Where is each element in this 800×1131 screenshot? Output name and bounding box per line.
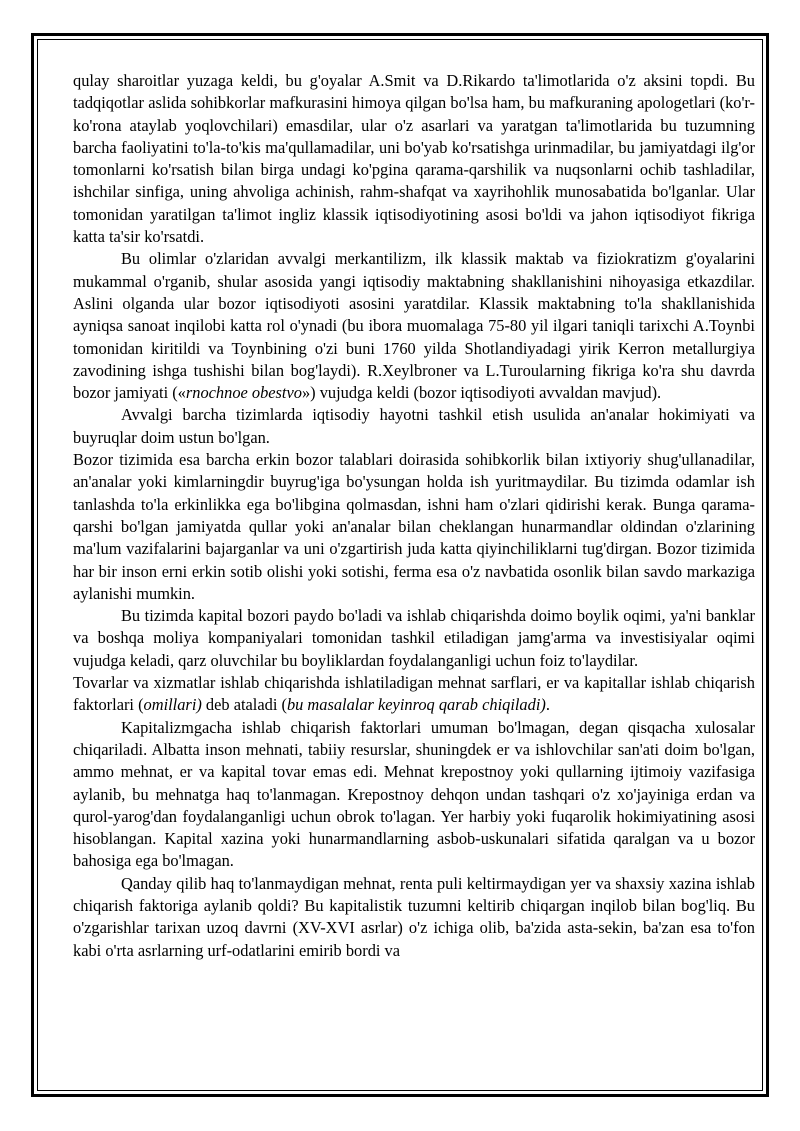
paragraph-6-post: . [545,695,550,715]
document-body [73,70,755,962]
paragraph-3: Avvalgi barcha tizimlarda iqtisodiy hayotni tashkil etish usulida an'analar hokimiyati va buyruqlar doim ustun bo'lgan. [73,405,755,447]
paragraph-4: Bozor tizimida esa barcha erkin bozor talablari doirasida sohibkorlik bilan ixtiyoriy shug'ullanadilar, an'analar yoki kimlarningdir buyrug'iga bo'ysungan holda ish yuritmaydilar. Bu tizimda odamlar ish tanlashda to'la erkinlikka ega bo'libgina qolmasdan, ishni ham o'zlari qidirishi kerak. Bunga qarama-qarshi bo'lgan jamiyatda qullar yoki an'analar bilan cheklangan hunarmandlar oldindan o'zlarining ma'lum vazifalarini bajarganlar va uni o'zgartirish juda katta qiyinchiliklarni tug'dirgan. Bozor tizimida har bir inson erni erkin sotib olishi yoki sotishi, ferma esa o'z navbatida osonlik bilan savdo markaziga aylanishi mumkin. [73,450,755,603]
paragraph-6-em2: bu masalalar keyinroq qarab chiqiladi) [286,695,546,715]
paragraph-7: Kapitalizmgacha ishlab chiqarish faktorlari umuman bo'lmagan, degan qisqacha xulosalar chiqariladi. Albatta inson mehnati, tabiiy resurslar, shuningdek er va ishlovchilar san'ati doim bo'lgan, ammo mehnat, er va kapital tovar emas edi. Mehnat krepostnoy yoki qullarning ijtimoiy vazifasiga aylanib, bu mehnatga haq to'lanmagan. Krepostnoy dehqon undan tashqari o'z xo'jayiniga erdan va qurol-yarog'dan foydalanganligi uchun obrok to'lagan. Yer harbiy yoki fuqarolik hokimiyatining asosi hisoblangan. Kapital xazina yoki hunarmandlarning asbob-uskunalari sifatida qaralgan va u bozor bahosiga ega bo'lmagan. [73,717,755,871]
paragraph-5: Bu tizimda kapital bozori paydo bo'ladi va ishlab chiqarishda doimo boylik oqimi, ya'ni banklar va boshqa moliya kompaniyalari tomonidan tashkil etiladigan jamg'arma va investisiyalar oqimi vujudga keladi, qarz oluvchilar bu boyliklardan foydalanganligi uchun foiz to'laydilar. [73,606,755,670]
paragraph-6 [73,672,755,717]
paragraph-6-mid: deb ataladi ( [201,695,287,715]
paragraph-2-text: Bu olimlar o'zlaridan avvalgi merkantilizm, ilk klassik maktab va fiziokratizm g'oyalarini mukammal o'rganib, shular asosida yangi iqtisodiy maktabning shakllanishini nihoyasiga etkazdilar. Aslini olganda ular bozor iqtisodiyoti asosini yaratdilar. Klassik maktabning to'la shakllanishida ayniqsa sanoat inqilobi katta rol o'ynadi (bu ibora muomalaga 75-80 yil ilgari taniqli tarixchi A.Toynbi tomonidan kiritildi va Toynbining o'zi buni 1760 yilda Shotlandiyadagi yirik Kerron metallurgiya zavodining ishga tushishi bilan bog'laydi). R.Xeylbroner va L.Turoularning fikriga ko'ra shu davrda bozor jamiyati («rnochnoe obestvo») vujudga keldi (bozor iqtisodiyoti avvaldan mavjud). [73,249,755,403]
paragraph-6-em1: omillari) [143,695,202,715]
italic-term: rnochnoe obestvo [185,383,302,403]
paragraph-2 [73,248,755,404]
paragraph-6-pre: Tovarlar va xizmatlar ishlab chiqarishda ishlatiladigan mehnat sarflari, er va kapitallar ishlab chiqarish faktorlari ( [73,673,755,715]
paragraph-1: qulay sharoitlar yuzaga keldi, bu g'oyalar A.Smit va D.Rikardo ta'limotlarida o'z aksini topdi. Bu tadqiqotlar aslida sohibkorlar mafkurasini himoya qilgan bo'lsa ham, bu mafkuraning apologetlari (ko'r-ko'rona ataylab yoqlovchilari) emasdilar, ular o'z asarlari va yaratgan ta'limotlarida bu tuzumning barcha faoliyatini to'la-to'kis ma'qullamadilar, uni bo'yab ko'rsatishga urinmadilar, bu jamiyatdagi ilg'or tomonlarni ko'rsatish bilan birga undagi ko'pgina qarama-qarshilik va nuqsonlarni ochib tashladilar, ishchilar sinfiga, uning ahvoliga achinish, rahm-shafqat va xayrihohlik munosabatida bo'lganlar. Ular tomonidan yaratilgan ta'limot ingliz klassik iqtisodiyotining asosi bo'ldi va jahon iqtisodiyot fikriga katta ta'sir ko'rsatdi. [73,71,755,247]
paragraph-8: Qanday qilib haq to'lanmaydigan mehnat, renta puli keltirmaydigan yer va shaxsiy xazina ishlab chiqarish faktoriga aylanib qoldi? Bu kapitalistik tuzumni keltirib chiqargan inqilob bilan bog'liq. Bu o'zgarishlar tarixan uzoq davrni (XV-XVI asrlar) o'z ichiga olib, ba'zida asta-sekin, ba'zan esa to'fon kabi o'rta asrlarning urf-odatlarini emirib bordi va [73,873,755,960]
